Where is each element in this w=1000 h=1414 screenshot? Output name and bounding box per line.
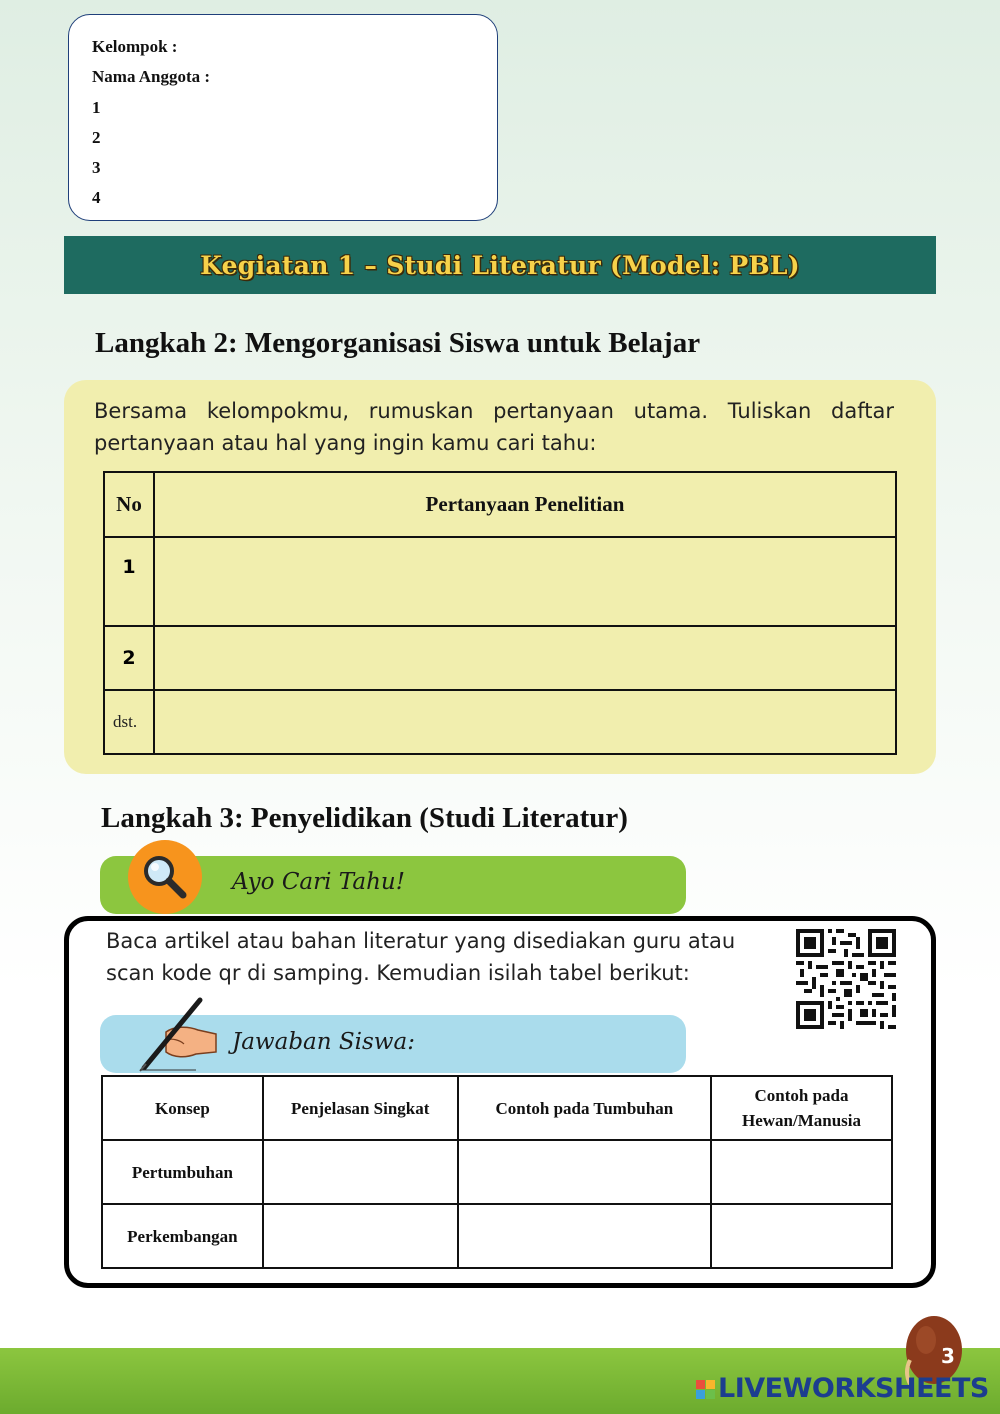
table-header-concept: Konsep — [102, 1076, 263, 1140]
row-number: 2 — [104, 626, 154, 690]
table-header-plant-example: Contoh pada Tumbuhan — [458, 1076, 711, 1140]
table-row — [102, 1204, 892, 1268]
page-number: 3 — [941, 1344, 955, 1368]
plant-example-cell[interactable] — [458, 1140, 711, 1204]
member-number: 4 — [92, 188, 101, 208]
table-header-no: No — [104, 472, 154, 537]
step3-title: Langkah 3: Penyelidikan (Studi Literatur) — [101, 802, 628, 834]
table-header-explanation: Penjelasan Singkat — [263, 1076, 458, 1140]
step2-title: Langkah 2: Mengorganisasi Siswa untuk Belajar — [95, 327, 701, 359]
question-cell[interactable] — [154, 537, 896, 626]
search-label: Ayo Cari Tahu! — [232, 869, 405, 895]
explanation-cell[interactable] — [263, 1204, 458, 1268]
group-info-box — [68, 14, 498, 221]
step3-instruction: Baca artikel atau bahan literatur yang disediakan guru atau scan kode qr di samping. Kemudian isilah tabel berikut: — [106, 929, 736, 985]
answer-label: Jawaban Siswa: — [232, 1029, 415, 1055]
question-cell[interactable] — [154, 626, 896, 690]
magnifier-icon — [128, 840, 202, 914]
animal-example-cell[interactable] — [711, 1204, 892, 1268]
member-number: 1 — [92, 97, 101, 117]
table-header-animal-example: Contoh pada Hewan/Manusia — [711, 1076, 892, 1140]
plant-example-cell[interactable] — [458, 1204, 711, 1268]
writing-hand-icon — [136, 996, 220, 1072]
animal-example-cell[interactable] — [711, 1140, 892, 1204]
member-number: 2 — [92, 127, 101, 147]
member-number: 3 — [92, 158, 101, 178]
qr-code-icon[interactable] — [796, 929, 896, 1029]
members-label: Nama Anggota : — [92, 67, 211, 87]
concept-cell: Pertumbuhan — [102, 1140, 263, 1204]
search-badge — [128, 840, 202, 914]
step2-instruction: Bersama kelompokmu, rumuskan pertanyaan utama. Tuliskan daftar pertanyaan atau hal yang ingin kamu cari tahu: — [94, 399, 894, 455]
group-label: Kelompok : — [92, 37, 178, 56]
table-row — [102, 1140, 892, 1204]
table-row — [104, 626, 896, 690]
row-number: 1 — [104, 537, 154, 626]
activity-banner — [64, 236, 936, 294]
concept-table — [101, 1075, 893, 1269]
explanation-cell[interactable] — [263, 1140, 458, 1204]
question-cell[interactable] — [154, 690, 896, 754]
table-header-question: Pertanyaan Penelitian — [154, 472, 896, 537]
table-row — [104, 537, 896, 626]
table-row — [104, 690, 896, 754]
row-number: dst. — [104, 690, 154, 754]
activity-title: Kegiatan 1 – Studi Literatur (Model: PBL) — [200, 250, 800, 280]
liveworksheets-brand[interactable]: LIVEWORKSHEETS — [718, 1373, 989, 1404]
research-question-table — [103, 471, 897, 755]
concept-cell: Perkembangan — [102, 1204, 263, 1268]
liveworksheets-logo-icon — [696, 1380, 716, 1411]
